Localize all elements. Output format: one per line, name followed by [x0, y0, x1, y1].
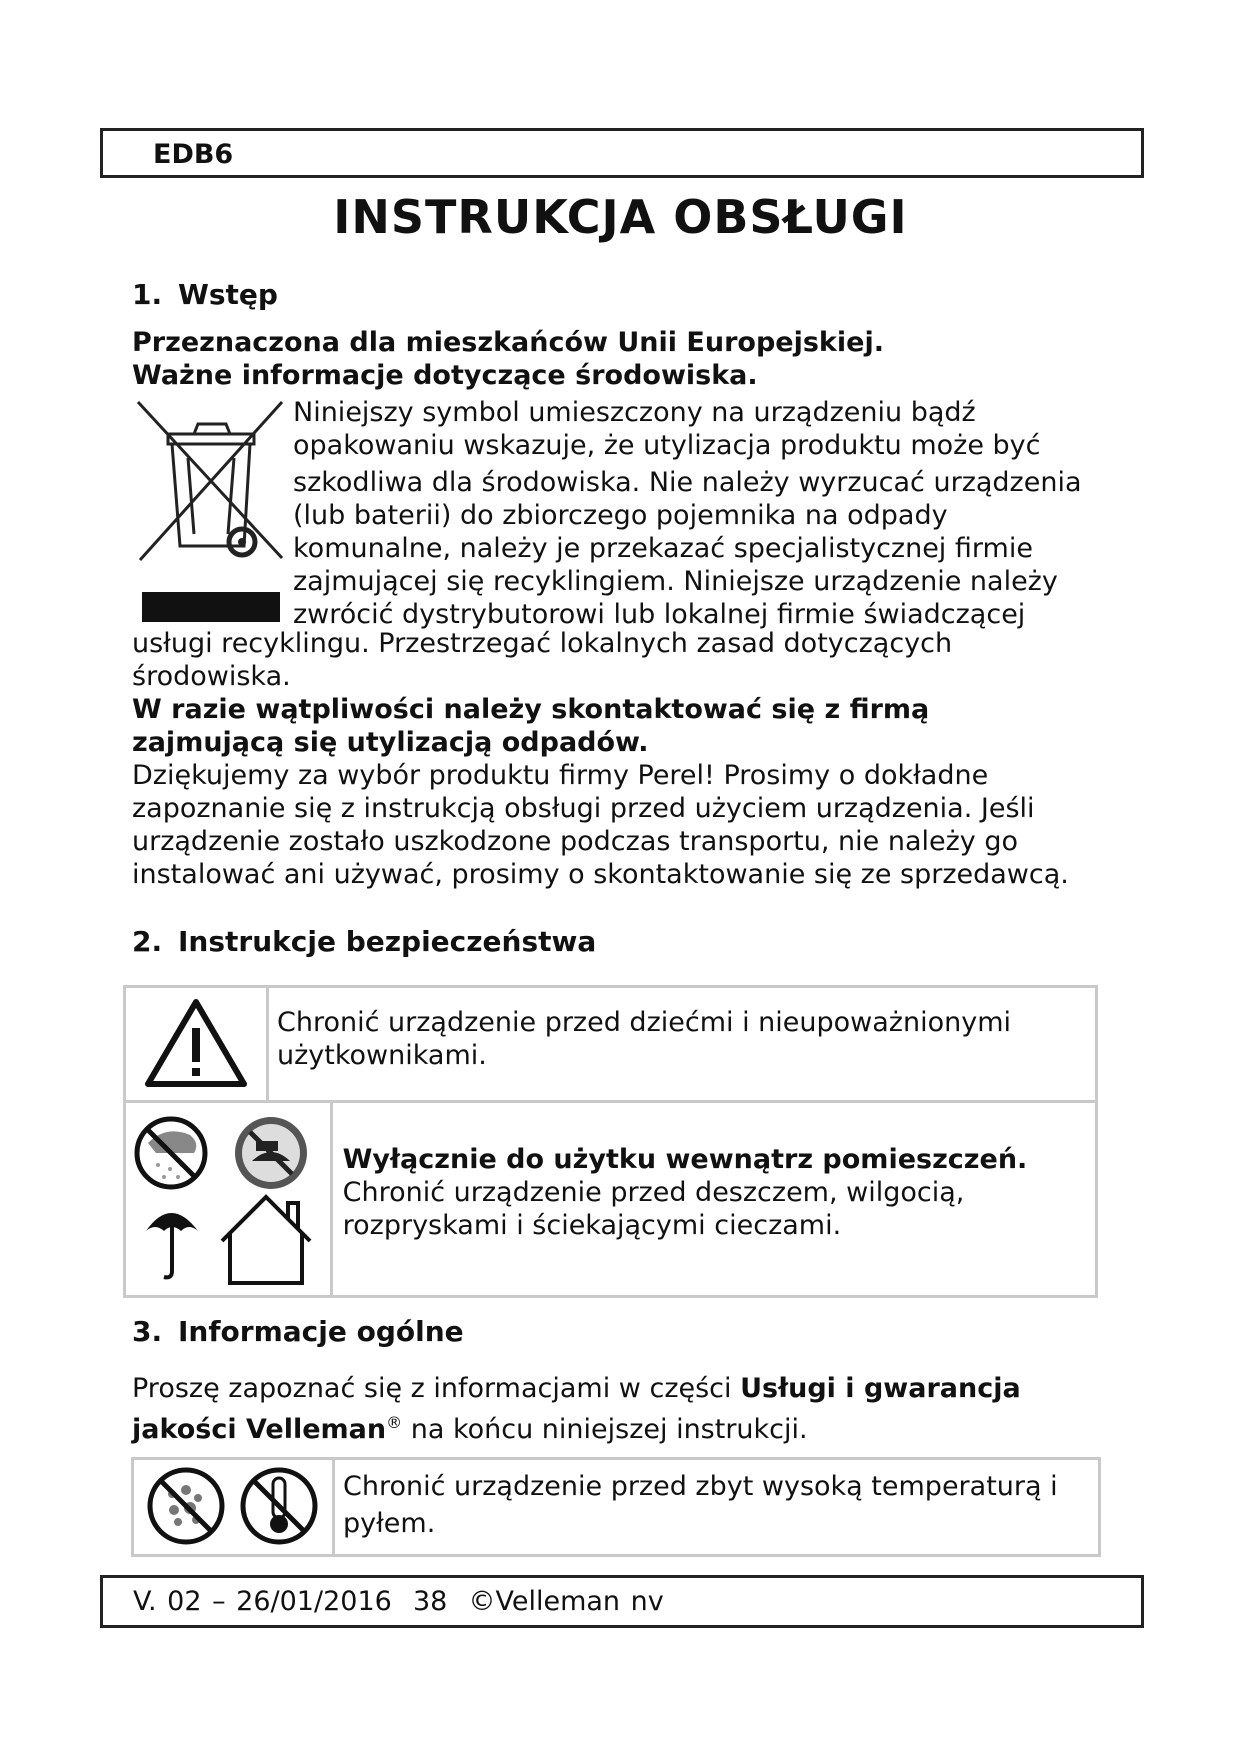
general-row: [133, 1459, 1100, 1556]
footer-box: [100, 1575, 1144, 1628]
heat-dust-icons-cell: [133, 1459, 334, 1556]
text-line: usługi recyklingu. Przestrzegać lokalnych zasad dotyczących: [132, 628, 953, 659]
text-line: Chronić urządzenie przed zbyt wysoką temperaturą i: [343, 1471, 1058, 1502]
indoor-only-line: Wyłącznie do użytku wewnątrz pomieszczeń.: [342, 1144, 1028, 1175]
section-2-heading: [132, 925, 596, 958]
warranty-line-2: [132, 1406, 1021, 1447]
text-span: Proszę zapoznać się z informacjami w części: [132, 1373, 741, 1404]
weee-paragraph: [293, 396, 1082, 631]
section-number: 2.: [132, 925, 163, 958]
safety-row-children: [125, 987, 1097, 1102]
heat-dust-icons-group: [134, 1460, 332, 1550]
heat-dust-text-cell: [334, 1459, 1100, 1556]
section-title: Wstęp: [178, 278, 278, 311]
no-dust-icon: [150, 1470, 222, 1542]
no-rain-icon: [137, 1119, 205, 1187]
registered-mark: ®: [386, 1412, 403, 1432]
eu-residents-line: Przeznaczona dla mieszkańców Unii Europejskiej.: [132, 327, 884, 358]
no-heat-icon: [243, 1470, 315, 1542]
text-span: na końcu niniejszej instrukcji.: [402, 1413, 808, 1445]
weee-line: zajmującej się recyklingiem. Niniejsze urządzenie należy: [293, 566, 1058, 597]
warning-triangle-icon: [126, 988, 266, 1096]
text-line: Chronić urządzenie przed deszczem, wilgocią,: [342, 1177, 965, 1208]
weee-line: (lub baterii) do zbiorczego pojemnika na odpady: [293, 500, 948, 531]
weee-line: opakowaniu wskazuje, że utylizacja produktu może być: [293, 430, 1041, 461]
warranty-reference: [132, 1372, 1021, 1446]
safety-row-indoor: [125, 1102, 1097, 1297]
house-icon: [222, 1197, 310, 1283]
page-title: INSTRUKCJA OBSŁUGI: [333, 190, 908, 244]
bold-span: Usługi i gwarancja: [740, 1373, 1021, 1404]
weee-line: zwrócić dystrybutorowi lub lokalnej firmie świadczącej: [293, 599, 1026, 630]
text-line: rozpryskami i ściekającymi cieczami.: [342, 1210, 842, 1241]
heat-dust-text: [335, 1460, 1098, 1542]
thanks-line: instalować ani używać, prosimy o skontaktowanie się ze sprzedawcą.: [132, 859, 1069, 890]
header-box: [100, 128, 1144, 178]
indoor-icons-cell: [125, 1102, 332, 1297]
section-title: Instrukcje bezpieczeństwa: [178, 925, 597, 958]
indoor-use-cell: [331, 1102, 1096, 1297]
weee-line: Niniejszy symbol umieszczony na urządzeniu bądź: [293, 397, 976, 428]
indoor-use-text: [333, 1103, 1095, 1242]
doubt-line: zajmującą się utylizacją odpadów.: [132, 727, 649, 758]
footer-version: V. 02 – 26/01/2016 38 ©Velleman nv: [133, 1586, 664, 1617]
weee-bin-icon: [132, 396, 292, 636]
section-title: Informacje ogólne: [178, 1315, 464, 1348]
thanks-line: Dziękujemy za wybór produktu firmy Perel! Prosimy o dokładne: [132, 760, 989, 791]
section-1-heading: [132, 278, 278, 311]
recycling-paragraph-continued: [132, 627, 1069, 891]
text-line: Chronić urządzenie przed dziećmi i nieupoważnionymi: [277, 1007, 1011, 1038]
weee-line: komunalne, należy je przekazać specjalistycznej firmie: [293, 533, 1033, 564]
warranty-line-1: [132, 1372, 1021, 1406]
indoor-icons-group: [126, 1103, 324, 1291]
general-table: [131, 1457, 1101, 1557]
thanks-line: urządzenie zostało uszkodzone podczas transportu, nie należy go: [132, 826, 1019, 857]
environment-info-line: Ważne informacje dotyczące środowiska.: [132, 360, 758, 391]
warning-icon-cell: [125, 987, 268, 1102]
doubt-line: W razie wątpliwości należy skontaktować się z firmą: [132, 694, 930, 725]
text-line: pyłem.: [343, 1508, 436, 1539]
text-line: użytkownikami.: [277, 1040, 487, 1071]
bold-span: jakości Velleman: [132, 1413, 387, 1445]
weee-line: szkodliwa dla środowiska. Nie należy wyrzucać urządzenia: [293, 467, 1082, 498]
children-warning-cell: [268, 987, 1097, 1102]
section-number: 1.: [132, 278, 163, 311]
section-number: 3.: [132, 1315, 163, 1348]
no-splash-icon: [235, 1117, 307, 1189]
product-code: EDB6: [153, 139, 234, 170]
children-warning-text: [269, 988, 1095, 1072]
umbrella-icon: [146, 1213, 198, 1277]
safety-table: [123, 985, 1098, 1298]
text-line: środowiska.: [132, 661, 291, 692]
section-3-heading: [132, 1315, 464, 1348]
thanks-line: zapoznanie się z instrukcją obsługi przed użyciem urządzenia. Jeśli: [132, 793, 1035, 824]
